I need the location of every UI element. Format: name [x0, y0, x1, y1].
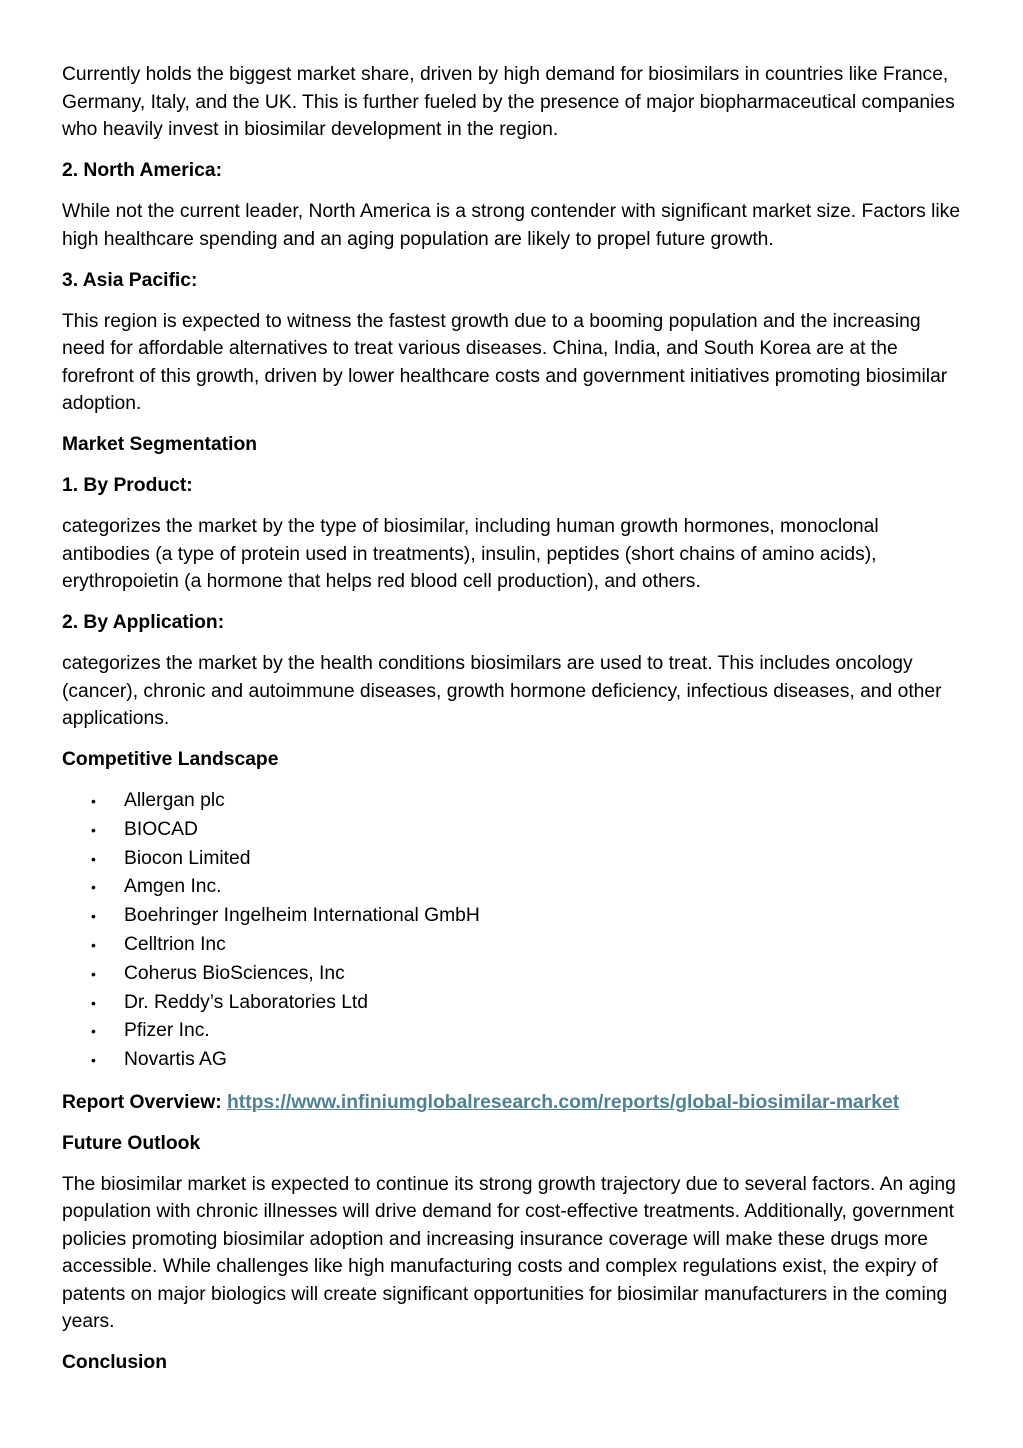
- company-name: Celltrion Inc: [124, 933, 226, 955]
- company-name: Pfizer Inc.: [124, 1020, 210, 1042]
- conclusion-heading: Conclusion: [62, 1352, 167, 1374]
- list-item: [62, 1046, 962, 1075]
- asia-pacific-paragraph: This region is expected to witness the fastest growth due to a booming population and the increasing need for affordable alternatives to treat various diseases. China, India, and South Korea are at the forefront of this growth, driven by lower healthcare costs and government initiatives promoting biosimilar adoption.: [62, 310, 948, 414]
- list-item: [62, 902, 962, 931]
- report-overview-link[interactable]: https://www.infiniumglobalresearch.com/reports/global-biosimilar-market: [227, 1091, 900, 1113]
- company-name: Dr. Reddy’s Laboratories Ltd: [124, 991, 369, 1013]
- list-item: [62, 1017, 962, 1046]
- list-item: [62, 845, 962, 874]
- list-item: [62, 787, 962, 816]
- asia-pacific-heading: 3. Asia Pacific:: [62, 269, 198, 291]
- bullet-icon: •: [91, 793, 96, 809]
- company-name: Boehringer Ingelheim International GmbH: [124, 905, 480, 927]
- report-overview-line: [62, 1089, 962, 1117]
- list-item: [62, 931, 962, 960]
- bullet-icon: •: [91, 908, 96, 925]
- by-application-paragraph: categorizes the market by the health conditions biosimilars are used to treat. This includes oncology (cancer), chronic and autoimmune diseases, growth hormone deficiency, infectious diseases, and other applications.: [62, 653, 942, 729]
- market-segmentation-heading: Market Segmentation: [62, 434, 257, 455]
- north-america-paragraph: While not the current leader, North America is a strong contender with significant market size. Factors like high healthcare spending and an aging population are likely to propel future growth.: [62, 201, 961, 250]
- bullet-icon: •: [91, 1023, 96, 1040]
- list-item: [62, 989, 962, 1018]
- company-name: Novartis AG: [124, 1049, 227, 1071]
- company-name: BIOCAD: [124, 818, 198, 840]
- list-item: [62, 960, 962, 989]
- by-product-heading: 1. By Product:: [62, 475, 193, 496]
- bullet-icon: •: [91, 965, 96, 982]
- by-application-heading: 2. By Application:: [62, 612, 225, 633]
- bullet-icon: •: [91, 994, 96, 1011]
- report-overview-label: Report Overview:: [62, 1091, 222, 1113]
- document-page: [62, 61, 962, 1390]
- competitive-landscape-heading: Competitive Landscape: [62, 749, 279, 770]
- company-name: Biocon Limited: [124, 847, 251, 869]
- future-outlook-heading: Future Outlook: [62, 1132, 201, 1154]
- bullet-icon: •: [91, 821, 96, 838]
- by-product-paragraph: categorizes the market by the type of biosimilar, including human growth hormones, monoclonal antibodies (a type of protein used in treatments), insulin, peptides (short chains of amino acids), erythropoietin (a hormone that helps red blood cell production), and others.: [62, 516, 879, 592]
- list-item: [62, 873, 962, 902]
- future-outlook-paragraph: The biosimilar market is expected to continue its strong growth trajectory due to several factors. An aging population with chronic illnesses will drive demand for cost-effective treatments. Additionally, government policies promoting biosimilar adoption and increasing insurance coverage will make these drugs more accessible. While challenges like high manufacturing costs and complex regulations exist, the expiry of patents on major biologics will create significant opportunities for biosimilar manufacturers in the coming years.: [62, 1173, 956, 1333]
- bullet-icon: •: [91, 1052, 96, 1069]
- company-name: Coherus BioSciences, Inc: [124, 962, 345, 984]
- intro-paragraph: Currently holds the biggest market share, driven by high demand for biosimilars in countries like France, Germany, Italy, and the UK. This is further fueled by the presence of major biopharmaceutical companies who heavily invest in biosimilar development in the region.: [62, 64, 955, 140]
- bullet-icon: •: [91, 850, 96, 867]
- bullet-icon: •: [91, 936, 96, 953]
- list-item: [62, 816, 962, 845]
- company-list: [62, 787, 962, 1075]
- company-name: Amgen Inc.: [124, 876, 222, 898]
- bullet-icon: •: [91, 879, 96, 896]
- north-america-heading: 2. North America:: [62, 160, 223, 181]
- company-name: Allergan plc: [124, 790, 225, 811]
